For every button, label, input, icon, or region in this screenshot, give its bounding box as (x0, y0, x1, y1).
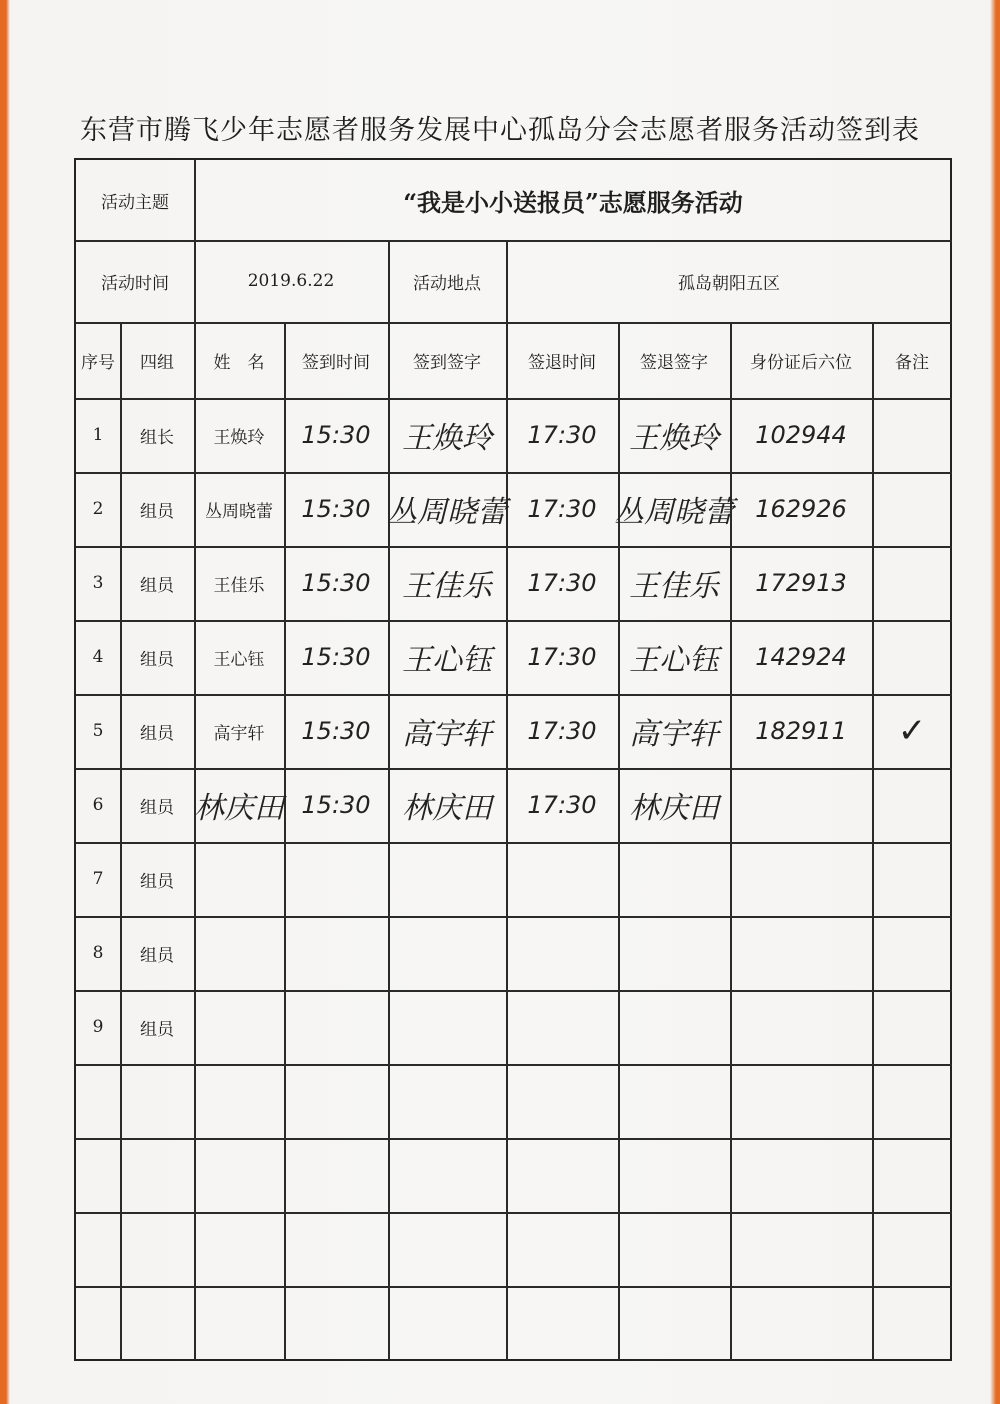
table-cell-out-sign (618, 1286, 730, 1360)
table-cell-id6: 162926 (755, 495, 847, 523)
column-header: 签到时间 (302, 352, 370, 373)
table-cell-role: 组员 (140, 501, 174, 522)
table-cell-role (120, 1064, 194, 1138)
table-cell-role: 组员 (140, 871, 174, 892)
table-cell-in-time (284, 990, 388, 1064)
table-cell-out-time: 17:30 (527, 421, 597, 449)
table-cell-in-sign: 王焕玲 (402, 421, 492, 456)
table-cell-no (76, 1064, 120, 1138)
table-cell-out-time (506, 990, 618, 1064)
table-cell-role: 组员 (140, 797, 174, 818)
table-cell-no: 2 (92, 499, 104, 519)
table-cell-name: 王佳乐 (213, 575, 265, 596)
table-cell-out-sign (618, 1064, 730, 1138)
table-cell-name: 王心钰 (213, 649, 265, 670)
table-cell-note (872, 398, 952, 472)
time-label: 活动时间 (101, 273, 169, 294)
table-cell-in-time (284, 916, 388, 990)
table-cell-in-time (284, 1138, 388, 1212)
table-cell-note (872, 990, 952, 1064)
theme-label: 活动主题 (101, 192, 169, 213)
table-cell-in-sign: 林庆田 (402, 791, 492, 826)
table-cell-note (872, 472, 952, 546)
table-cell-out-sign: 林庆田 (629, 791, 719, 826)
table-cell-out-sign (618, 842, 730, 916)
table-cell-no: 3 (92, 573, 104, 593)
table-cell-name (194, 990, 284, 1064)
table-cell-role: 组员 (140, 575, 174, 596)
sheet-title: 东营市腾飞少年志愿者服务发展中心孤岛分会志愿者服务活动签到表 (80, 115, 920, 146)
column-header: 备注 (895, 352, 929, 373)
table-cell-role: 组员 (140, 1019, 174, 1040)
table-cell-out-time: 17:30 (527, 569, 597, 597)
table-cell-role: 组员 (140, 945, 174, 966)
table-cell-name (194, 916, 284, 990)
table-cell-note (872, 1064, 952, 1138)
table-cell-role (120, 1138, 194, 1212)
table-cell-name (194, 1138, 284, 1212)
column-header: 姓 名 (213, 352, 265, 373)
table-cell-out-sign (618, 1138, 730, 1212)
table-cell-role (120, 1212, 194, 1286)
table-cell-in-time: 15:30 (301, 569, 371, 597)
time-value: 2019.6.22 (247, 271, 335, 291)
table-cell-in-time: 15:30 (301, 421, 371, 449)
column-header: 签退签字 (640, 352, 708, 373)
table-cell-note (872, 694, 952, 768)
table-cell-out-time: 17:30 (527, 643, 597, 671)
table-cell-out-sign (618, 990, 730, 1064)
table-cell-in-sign (388, 1212, 506, 1286)
table-cell-out-time (506, 1064, 618, 1138)
table-cell-id6 (730, 1212, 872, 1286)
table-cell-in-sign (388, 916, 506, 990)
place-label: 活动地点 (413, 273, 481, 294)
table-cell-out-time: 17:30 (527, 495, 597, 523)
table-cell-out-time (506, 1138, 618, 1212)
table-cell-in-time: 15:30 (301, 495, 371, 523)
table-cell-name (194, 1286, 284, 1360)
table-cell-id6: 182911 (755, 717, 847, 745)
table-cell-in-time: 15:30 (301, 717, 371, 745)
table-cell-in-time (284, 842, 388, 916)
table-cell-note (872, 546, 952, 620)
table-cell-no: 7 (92, 869, 104, 889)
table-cell-note (872, 768, 952, 842)
table-cell-id6 (730, 1064, 872, 1138)
table-cell-note (872, 620, 952, 694)
table-cell-role: 组员 (140, 723, 174, 744)
table-cell-out-time (506, 1212, 618, 1286)
sign-in-table (74, 158, 952, 1361)
table-cell-in-sign: 高宇轩 (402, 717, 492, 752)
table-cell-name: 王焕玲 (213, 427, 265, 448)
table-cell-in-sign (388, 1286, 506, 1360)
table-cell-name (194, 1212, 284, 1286)
check-mark-icon: ✓ (897, 711, 927, 751)
table-cell-in-time (284, 1212, 388, 1286)
table-cell-name: 丛周晓蕾 (205, 501, 273, 522)
table-cell-in-time (284, 1064, 388, 1138)
table-cell-no (76, 1212, 120, 1286)
table-cell-no (76, 1286, 120, 1360)
table-cell-id6 (730, 1138, 872, 1212)
table-cell-in-time: 15:30 (301, 643, 371, 671)
table-cell-name (194, 1064, 284, 1138)
table-cell-no: 8 (92, 943, 104, 963)
theme-value: “我是小小送报员”志愿服务活动 (403, 187, 743, 217)
table-cell-id6 (730, 990, 872, 1064)
table-cell-name: 林庆田 (194, 791, 284, 826)
table-cell-in-sign: 王佳乐 (402, 569, 492, 604)
table-cell-in-sign (388, 1138, 506, 1212)
table-cell-note (872, 1212, 952, 1286)
table-cell-no: 1 (92, 425, 104, 445)
column-header: 签到签字 (413, 352, 481, 373)
place-value: 孤岛朝阳五区 (678, 273, 780, 294)
table-cell-out-time (506, 916, 618, 990)
table-cell-role (120, 1286, 194, 1360)
table-cell-no: 6 (92, 795, 104, 815)
table-cell-id6: 142924 (755, 643, 847, 671)
table-cell-out-time: 17:30 (527, 717, 597, 745)
table-cell-no: 5 (92, 721, 104, 741)
table-cell-out-sign: 王焕玲 (629, 421, 719, 456)
table-cell-id6: 102944 (755, 421, 847, 449)
table-cell-id6 (730, 916, 872, 990)
table-cell-id6 (730, 1286, 872, 1360)
table-cell-role: 组长 (140, 427, 174, 448)
table-cell-in-time: 15:30 (301, 791, 371, 819)
table-cell-name: 高宇轩 (213, 723, 265, 744)
table-cell-out-sign (618, 916, 730, 990)
table-cell-out-sign (618, 1212, 730, 1286)
table-cell-no (76, 1138, 120, 1212)
table-cell-out-sign: 丛周晓蕾 (614, 495, 734, 530)
table-cell-in-sign: 丛周晓蕾 (387, 495, 507, 530)
table-cell-name (194, 842, 284, 916)
table-cell-out-sign: 王心钰 (629, 643, 719, 678)
table-cell-no: 4 (92, 647, 104, 667)
table-cell-out-time (506, 1286, 618, 1360)
column-header: 签退时间 (528, 352, 596, 373)
table-cell-note (872, 1138, 952, 1212)
table-cell-note (872, 842, 952, 916)
table-cell-note (872, 916, 952, 990)
table-cell-id6: 172913 (755, 569, 847, 597)
table-cell-out-time (506, 842, 618, 916)
table-cell-out-sign: 高宇轩 (629, 717, 719, 752)
table-cell-in-time (284, 1286, 388, 1360)
table-cell-no: 9 (92, 1017, 104, 1037)
column-header: 身份证后六位 (750, 352, 852, 373)
table-cell-in-sign (388, 842, 506, 916)
table-cell-role: 组员 (140, 649, 174, 670)
table-cell-in-sign (388, 990, 506, 1064)
column-header: 四组 (140, 352, 174, 373)
table-cell-in-sign: 王心钰 (402, 643, 492, 678)
table-cell-in-sign (388, 1064, 506, 1138)
table-cell-id6 (730, 768, 872, 842)
table-cell-out-sign: 王佳乐 (629, 569, 719, 604)
table-cell-out-time: 17:30 (527, 791, 597, 819)
table-cell-id6 (730, 842, 872, 916)
column-header: 序号 (81, 352, 115, 373)
table-cell-note (872, 1286, 952, 1360)
